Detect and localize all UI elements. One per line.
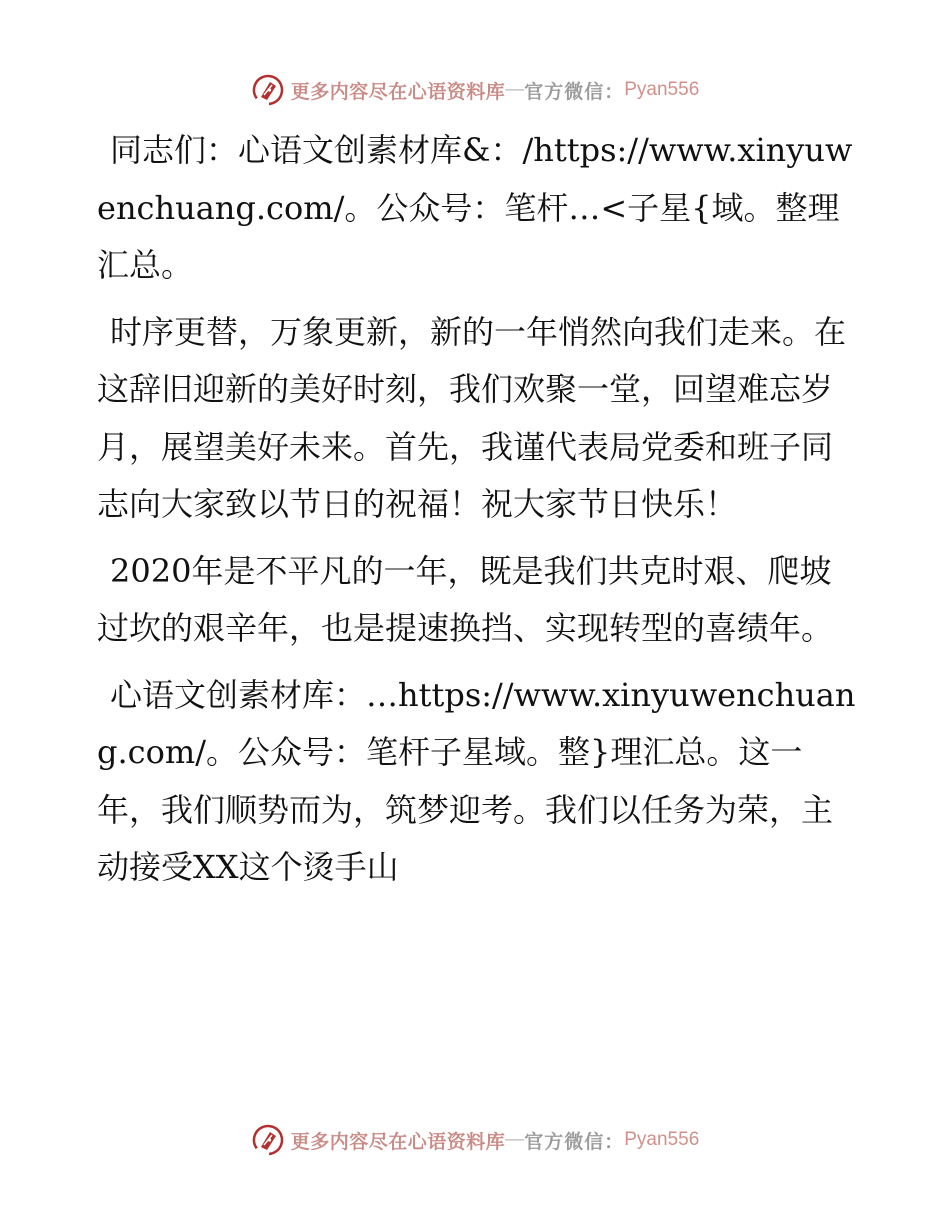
paragraph-greeting: 时序更替，万象更新，新的一年悄然向我们走来。在这辞旧迎新的美好时刻，我们欢聚一堂，回望难忘岁月，展望美好未来。首先，我谨代表局党委和班子同志向大家致以节日的祝福！祝大家节日快乐！ — [97, 312, 847, 523]
paragraph-year-review: 2020年是不平凡的一年，既是我们共克时艰、爬坡过坎的艰辛年，也是提速换挡、实现转型的喜绩年。 — [97, 551, 834, 647]
pen-nib-logo-icon — [251, 1123, 285, 1157]
header-brand-text: 更多内容尽在心语资料库 — [290, 80, 506, 103]
document-body — [97, 122, 857, 906]
footer-brand-text: 更多内容尽在心语资料库 — [290, 1130, 506, 1153]
footer-wechat-id: Pyan556 — [624, 1129, 700, 1150]
header-separator: — — [505, 79, 525, 100]
paragraph-achievements: 心语文创素材库：…https://www.xinyuwenchuang.com/。公众号：笔杆子星域。整}理汇总。这一年，我们顺势而为，筑梦迎考。我们以任务为荣，主动接受XX这个烫手山 — [97, 675, 856, 886]
footer-banner — [0, 1120, 950, 1160]
header-wechat-label: 官方微信： — [524, 81, 625, 103]
footer-wechat-label: 官方微信： — [524, 1131, 625, 1153]
footer-separator: — — [505, 1129, 525, 1150]
header-banner — [0, 70, 950, 110]
paragraph-intro: 同志们：心语文创素材库&：/https://www.xinyuwenchuang.com/。公众号：笔杆…<子星{域。整理汇总。 — [97, 131, 853, 284]
header-wechat-id: Pyan556 — [624, 79, 700, 100]
pen-nib-logo-icon — [251, 73, 285, 107]
